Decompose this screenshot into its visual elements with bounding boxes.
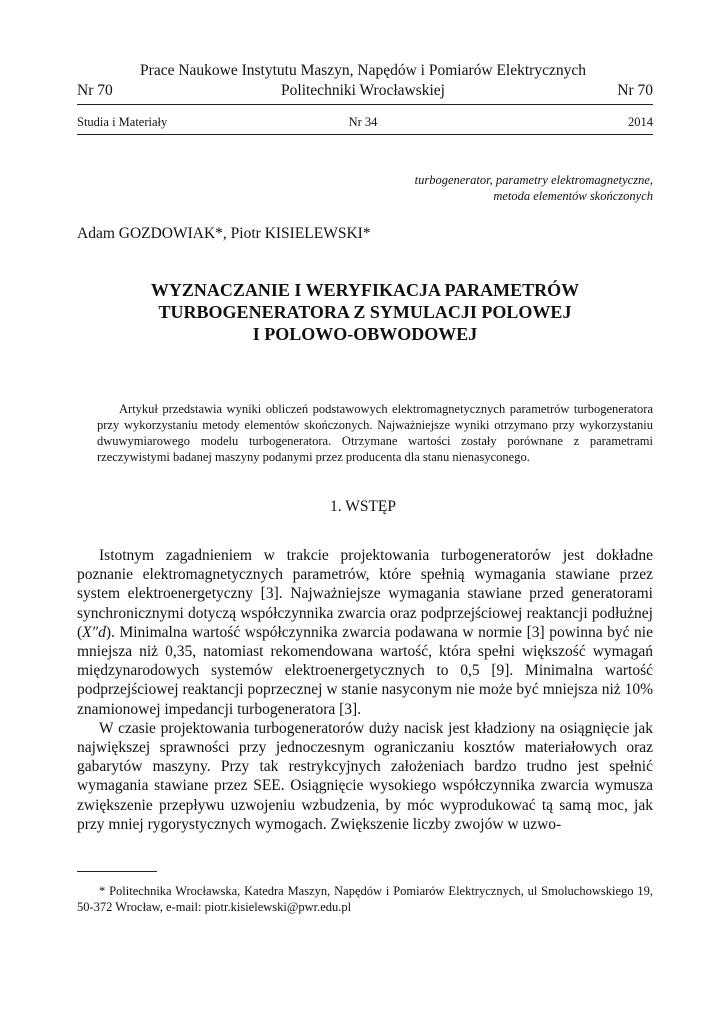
paragraph-1-text-a: Istotnym zagadnieniem w trakcie projektowania turbogeneratorów jest dokładne poznanie elektromagnetycznych parametrów, które spełnią wymagania stawiane przez system elektroenergetyczny [3]. Najważniejsze wymagania stawiane przed generatorami synchronicznymi dotyczą współczynnika zwarcia oraz podprzejściowej reaktancji podłużnej ( — [77, 547, 653, 641]
authors: Adam GOZDOWIAK*, Piotr KISIELEWSKI* — [77, 225, 371, 242]
footnote-divider — [77, 871, 157, 872]
abstract: Artykuł przedstawia wyniki obliczeń podstawowych elektromagnetycznych parametrów turbogeneratora przy wykorzystaniu metody elementów skończonych. Najważniejsze wyniki otrzymano przy wykorzystaniu dwuwymiarowego modelu turbogeneratora. Otrzymane wartości zostały porównane z parametrami rzeczywistymi badanej maszyny podanymi przez producenta dla stanu nienasyconego. — [97, 402, 653, 464]
paragraph-1-text-b: ). Minimalna wartość współczynnika zwarcia podawana w normie [3] powinna być nie mniejsza niż 0,35, natomiast rekomendowana wartość, która spełni większość wymagań międzynarodowych systemów elektroenergetycznych to 0,5 [9]. Minimalna wartość podprzejściowej reaktancji poprzecznej w stanie nasyconym nie może być mniejsza niż 10% znamionowej impedancji turbogeneratora [3]. — [77, 623, 653, 718]
header-divider — [77, 104, 653, 105]
subheader-divider — [77, 134, 653, 135]
paper-title — [77, 279, 653, 345]
title-line1: WYZNACZANIE I WERYFIKACJA PARAMETRÓW — [150, 280, 580, 300]
footnote: * Politechnika Wrocławska, Katedra Maszyn, Napędów i Pomiarów Elektrycznych, ul Smoluchowskiego 19, 50-372 Wrocław, e-mail: piotr.kisielewski@pwr.edu.pl — [77, 884, 653, 914]
keywords-line1: turbogenerator, parametry elektromagnetyczne, — [414, 173, 653, 187]
title-line2: TURBOGENERATORA Z SYMULACJI POLOWEJ — [158, 302, 572, 322]
section-heading: 1. WSTĘP — [329, 498, 397, 515]
journal-number-left: Nr 70 — [77, 82, 113, 99]
issue-number: Nr 34 — [348, 115, 378, 129]
body-text — [77, 546, 653, 834]
keywords — [233, 172, 653, 204]
reactance-symbol: X″d — [82, 623, 106, 641]
keywords-line2: metoda elementów skończonych — [493, 189, 653, 203]
title-line3: I POLOWO-OBWODOWEJ — [252, 324, 478, 344]
paragraph-1 — [77, 546, 653, 719]
paragraph-2: W czasie projektowania turbogeneratorów duży nacisk jest kładziony na osiągnięcie jak największej sprawności przy jednoczesnym ograniczaniu kosztów materiałowych oraz gabarytów maszyny. Przy tak restrykcyjnych założeniach bardzo trudno jest spełnić wymagania stawiane przez SEE. Osiągnięcie wysokiego współczynnika zwarcia wymusza zwiększenie przepływu uzwojeniu wzbudzenia, by móc wyprodukować tą samą moc, jak przy mniej rygorystycznych wymogach. Zwiększenie liczby zwojów w uzwo- — [77, 719, 653, 833]
journal-title-line2: Politechniki Wrocławskiej — [281, 82, 445, 99]
journal-number-right: Nr 70 — [617, 82, 653, 99]
journal-title-line1: Prace Naukowe Instytutu Maszyn, Napędów i Pomiarów Elektrycznych — [140, 62, 586, 79]
publication-year: 2014 — [628, 115, 653, 129]
series-name: Studia i Materiały — [77, 115, 168, 129]
